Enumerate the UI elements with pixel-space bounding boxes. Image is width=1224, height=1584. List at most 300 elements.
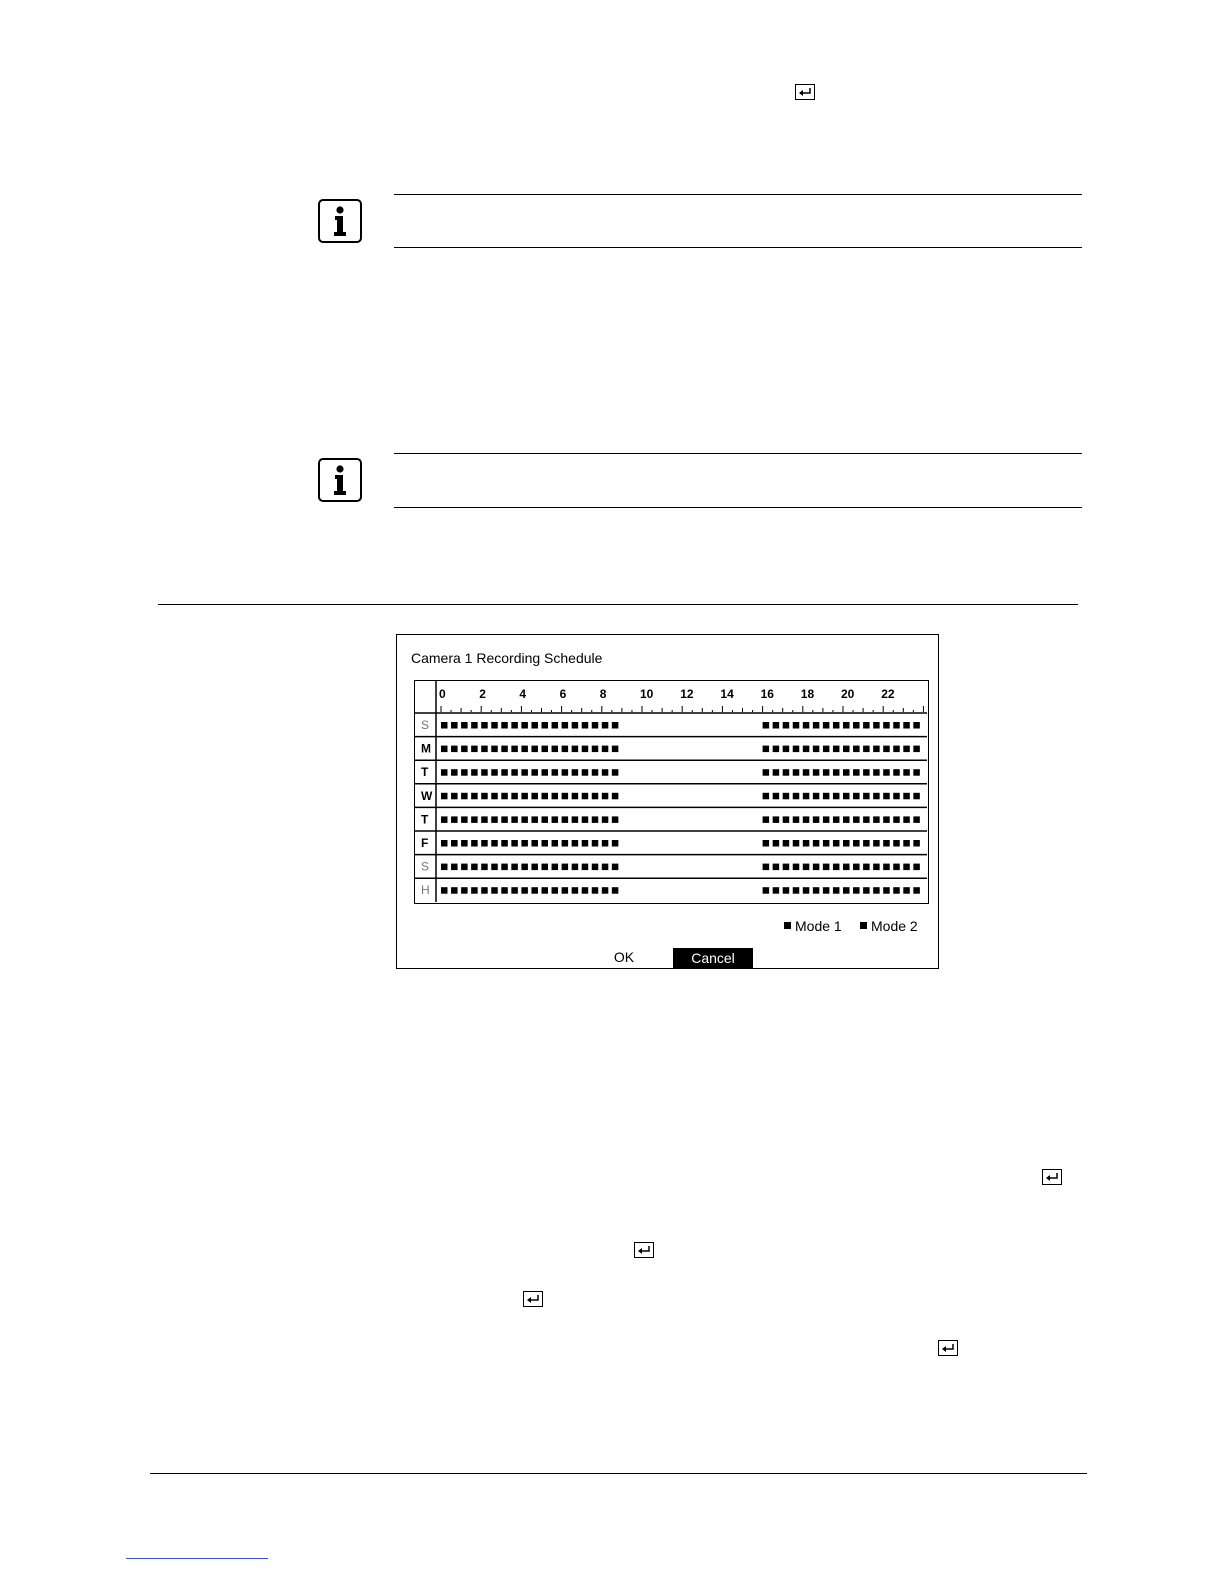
schedule-block[interactable] — [612, 864, 619, 871]
schedule-block[interactable] — [893, 746, 900, 753]
schedule-block[interactable] — [531, 769, 538, 776]
schedule-block[interactable] — [833, 840, 840, 847]
schedule-block[interactable] — [511, 864, 517, 871]
schedule-block[interactable] — [833, 816, 840, 823]
schedule-block[interactable] — [471, 793, 478, 800]
schedule-block[interactable] — [913, 769, 920, 776]
schedule-block[interactable] — [863, 793, 870, 800]
schedule-block[interactable] — [813, 793, 820, 800]
enter-key-icon — [523, 1291, 543, 1307]
schedule-block[interactable] — [903, 887, 910, 894]
legend-mode1-label: Mode 1 — [795, 918, 842, 934]
schedule-block[interactable] — [572, 816, 579, 823]
schedule-block[interactable] — [813, 887, 820, 894]
schedule-block[interactable] — [511, 816, 517, 823]
schedule-block[interactable] — [451, 722, 458, 729]
schedule-block[interactable] — [763, 746, 770, 753]
schedule-block[interactable] — [793, 864, 800, 871]
schedule-block[interactable] — [863, 769, 870, 776]
schedule-block[interactable] — [542, 887, 549, 894]
schedule-block[interactable] — [813, 746, 820, 753]
schedule-block[interactable] — [481, 746, 488, 753]
schedule-block[interactable] — [451, 887, 458, 894]
schedule-block[interactable] — [552, 746, 559, 753]
schedule-block[interactable] — [883, 793, 890, 800]
schedule-block[interactable] — [441, 887, 448, 894]
schedule-block[interactable] — [501, 840, 508, 847]
schedule-block[interactable] — [461, 887, 468, 894]
schedule-block[interactable] — [491, 840, 498, 847]
note-rule — [394, 247, 1082, 248]
schedule-block[interactable] — [552, 722, 559, 729]
schedule-block[interactable] — [883, 816, 890, 823]
schedule-block[interactable] — [491, 769, 498, 776]
note-rule — [394, 194, 1082, 195]
schedule-block[interactable] — [451, 746, 458, 753]
schedule-block[interactable] — [602, 769, 609, 776]
schedule-block[interactable] — [793, 722, 800, 729]
schedule-block[interactable] — [582, 746, 589, 753]
schedule-block[interactable] — [893, 840, 900, 847]
schedule-block[interactable] — [501, 864, 508, 871]
schedule-grid[interactable] — [414, 680, 929, 904]
day-label: T — [421, 765, 429, 780]
schedule-block[interactable] — [833, 722, 840, 729]
hour-label: 18 — [800, 687, 815, 701]
schedule-block[interactable] — [572, 769, 579, 776]
schedule-block[interactable] — [783, 722, 790, 729]
hour-label: 10 — [640, 687, 654, 701]
schedule-block[interactable] — [602, 793, 609, 800]
schedule-block[interactable] — [592, 793, 599, 800]
schedule-block[interactable] — [793, 769, 800, 776]
schedule-block[interactable] — [853, 769, 860, 776]
schedule-block[interactable] — [592, 746, 599, 753]
schedule-block[interactable] — [531, 746, 538, 753]
schedule-block[interactable] — [491, 746, 498, 753]
schedule-block[interactable] — [813, 769, 820, 776]
schedule-block[interactable] — [843, 793, 850, 800]
schedule-block[interactable] — [813, 722, 820, 729]
schedule-block[interactable] — [843, 722, 850, 729]
schedule-block[interactable] — [602, 722, 609, 729]
schedule-block[interactable] — [763, 793, 770, 800]
section-divider — [158, 604, 1078, 605]
schedule-block[interactable] — [863, 887, 870, 894]
schedule-block[interactable] — [501, 722, 508, 729]
schedule-block[interactable] — [793, 793, 800, 800]
schedule-block[interactable] — [481, 864, 488, 871]
schedule-block[interactable] — [612, 769, 619, 776]
schedule-block[interactable] — [562, 722, 569, 729]
schedule-block[interactable] — [823, 793, 830, 800]
schedule-block[interactable] — [783, 816, 790, 823]
schedule-block[interactable] — [803, 769, 810, 776]
schedule-block[interactable] — [813, 864, 820, 871]
schedule-block[interactable] — [521, 816, 528, 823]
schedule-block[interactable] — [552, 887, 559, 894]
schedule-block[interactable] — [853, 864, 860, 871]
schedule-block[interactable] — [572, 840, 579, 847]
schedule-block[interactable] — [511, 840, 517, 847]
hour-label: 22 — [881, 687, 895, 701]
schedule-block[interactable] — [783, 769, 790, 776]
schedule-block[interactable] — [521, 864, 528, 871]
schedule-block[interactable] — [763, 722, 770, 729]
schedule-block[interactable] — [883, 769, 890, 776]
schedule-block[interactable] — [903, 840, 910, 847]
schedule-block[interactable] — [602, 840, 609, 847]
schedule-grid-canvas[interactable] — [415, 681, 927, 902]
schedule-block[interactable] — [471, 746, 478, 753]
schedule-block[interactable] — [833, 793, 840, 800]
schedule-block[interactable] — [773, 840, 780, 847]
schedule-block[interactable] — [451, 769, 458, 776]
schedule-block[interactable] — [441, 864, 448, 871]
schedule-block[interactable] — [873, 816, 880, 823]
schedule-block[interactable] — [803, 722, 810, 729]
schedule-block[interactable] — [451, 840, 458, 847]
schedule-block[interactable] — [783, 864, 790, 871]
schedule-block[interactable] — [893, 864, 900, 871]
schedule-block[interactable] — [461, 864, 468, 871]
schedule-block[interactable] — [592, 864, 599, 871]
schedule-block[interactable] — [441, 769, 448, 776]
schedule-block[interactable] — [843, 864, 850, 871]
schedule-block[interactable] — [491, 816, 498, 823]
schedule-block[interactable] — [491, 887, 498, 894]
schedule-block[interactable] — [552, 793, 559, 800]
schedule-block[interactable] — [893, 722, 900, 729]
schedule-block[interactable] — [783, 746, 790, 753]
schedule-block[interactable] — [883, 746, 890, 753]
schedule-block[interactable] — [863, 840, 870, 847]
schedule-block[interactable] — [461, 769, 468, 776]
schedule-block[interactable] — [592, 769, 599, 776]
schedule-block[interactable] — [823, 887, 830, 894]
schedule-block[interactable] — [521, 887, 528, 894]
schedule-block[interactable] — [491, 722, 498, 729]
schedule-block[interactable] — [451, 793, 458, 800]
schedule-block[interactable] — [883, 887, 890, 894]
schedule-block[interactable] — [773, 816, 780, 823]
schedule-block[interactable] — [823, 816, 830, 823]
schedule-block[interactable] — [823, 864, 830, 871]
schedule-block[interactable] — [773, 722, 780, 729]
schedule-block[interactable] — [531, 816, 538, 823]
schedule-block[interactable] — [893, 793, 900, 800]
schedule-block[interactable] — [542, 746, 549, 753]
schedule-block[interactable] — [612, 840, 619, 847]
schedule-block[interactable] — [813, 840, 820, 847]
schedule-block[interactable] — [602, 864, 609, 871]
schedule-block[interactable] — [873, 769, 880, 776]
schedule-block[interactable] — [853, 746, 860, 753]
schedule-block[interactable] — [521, 746, 528, 753]
schedule-block[interactable] — [562, 816, 569, 823]
schedule-block[interactable] — [813, 816, 820, 823]
info-icon — [318, 199, 362, 243]
schedule-block[interactable] — [863, 746, 870, 753]
schedule-block[interactable] — [542, 864, 549, 871]
schedule-block[interactable] — [582, 840, 589, 847]
schedule-block[interactable] — [843, 746, 850, 753]
schedule-block[interactable] — [763, 769, 770, 776]
schedule-block[interactable] — [893, 816, 900, 823]
day-label: S — [421, 859, 430, 874]
schedule-block[interactable] — [833, 864, 840, 871]
schedule-block[interactable] — [562, 769, 569, 776]
schedule-block[interactable] — [511, 722, 517, 729]
schedule-block[interactable] — [863, 722, 870, 729]
schedule-block[interactable] — [461, 746, 468, 753]
day-label: S — [421, 718, 430, 732]
schedule-block[interactable] — [471, 887, 478, 894]
schedule-block[interactable] — [602, 746, 609, 753]
schedule-block[interactable] — [582, 864, 589, 871]
schedule-block[interactable] — [521, 793, 528, 800]
schedule-block[interactable] — [441, 816, 448, 823]
schedule-block[interactable] — [592, 840, 599, 847]
hour-label: 0 — [439, 687, 446, 701]
schedule-block[interactable] — [572, 746, 579, 753]
schedule-block[interactable] — [572, 864, 579, 871]
note-rule — [394, 507, 1082, 508]
schedule-block[interactable] — [542, 840, 549, 847]
schedule-block[interactable] — [783, 793, 790, 800]
schedule-block[interactable] — [552, 864, 559, 871]
schedule-block[interactable] — [612, 816, 619, 823]
schedule-block[interactable] — [773, 887, 780, 894]
schedule-block[interactable] — [481, 840, 488, 847]
schedule-block[interactable] — [552, 769, 559, 776]
schedule-block[interactable] — [853, 887, 860, 894]
schedule-block[interactable] — [531, 887, 538, 894]
schedule-block[interactable] — [602, 816, 609, 823]
schedule-block[interactable] — [853, 816, 860, 823]
schedule-block[interactable] — [893, 887, 900, 894]
schedule-block[interactable] — [572, 793, 579, 800]
schedule-block[interactable] — [823, 722, 830, 729]
schedule-block[interactable] — [491, 793, 498, 800]
schedule-block[interactable] — [783, 887, 790, 894]
schedule-block[interactable] — [903, 746, 910, 753]
schedule-block[interactable] — [471, 816, 478, 823]
schedule-block[interactable] — [883, 864, 890, 871]
schedule-block[interactable] — [773, 746, 780, 753]
schedule-block[interactable] — [481, 887, 488, 894]
schedule-block[interactable] — [803, 864, 810, 871]
schedule-block[interactable] — [531, 793, 538, 800]
schedule-block[interactable] — [773, 793, 780, 800]
schedule-block[interactable] — [873, 722, 880, 729]
schedule-block[interactable] — [542, 793, 549, 800]
schedule-block[interactable] — [612, 746, 619, 753]
schedule-block[interactable] — [511, 887, 517, 894]
day-label: H — [421, 883, 430, 898]
schedule-block[interactable] — [511, 793, 517, 800]
schedule-block[interactable] — [903, 793, 910, 800]
schedule-block[interactable] — [501, 746, 508, 753]
schedule-block[interactable] — [913, 793, 920, 800]
schedule-block[interactable] — [803, 887, 810, 894]
ok-button[interactable]: OK — [613, 949, 635, 965]
schedule-block[interactable] — [903, 816, 910, 823]
schedule-block[interactable] — [873, 840, 880, 847]
schedule-block[interactable] — [913, 722, 920, 729]
schedule-block[interactable] — [853, 722, 860, 729]
hour-label: 16 — [760, 687, 774, 701]
schedule-block[interactable] — [501, 887, 508, 894]
schedule-block[interactable] — [843, 769, 850, 776]
schedule-block[interactable] — [511, 746, 517, 753]
schedule-block[interactable] — [441, 793, 448, 800]
schedule-block[interactable] — [913, 887, 920, 894]
schedule-block[interactable] — [521, 769, 528, 776]
schedule-block[interactable] — [793, 746, 800, 753]
hour-label: 4 — [519, 687, 527, 701]
schedule-block[interactable] — [893, 769, 900, 776]
schedule-block[interactable] — [481, 816, 488, 823]
schedule-block[interactable] — [461, 722, 468, 729]
schedule-block[interactable] — [552, 840, 559, 847]
enter-key-icon — [1042, 1169, 1062, 1185]
schedule-block[interactable] — [853, 840, 860, 847]
schedule-block[interactable] — [441, 722, 448, 729]
schedule-block[interactable] — [903, 864, 910, 871]
schedule-block[interactable] — [763, 864, 770, 871]
schedule-block[interactable] — [582, 816, 589, 823]
schedule-block[interactable] — [913, 816, 920, 823]
schedule-block[interactable] — [903, 722, 910, 729]
schedule-block[interactable] — [521, 722, 528, 729]
schedule-block[interactable] — [612, 722, 619, 729]
schedule-block[interactable] — [863, 816, 870, 823]
schedule-block[interactable] — [853, 793, 860, 800]
schedule-block[interactable] — [501, 816, 508, 823]
schedule-block[interactable] — [461, 840, 468, 847]
schedule-block[interactable] — [441, 840, 448, 847]
schedule-block[interactable] — [843, 887, 850, 894]
schedule-block[interactable] — [863, 864, 870, 871]
schedule-block[interactable] — [833, 887, 840, 894]
schedule-block[interactable] — [542, 722, 549, 729]
schedule-block[interactable] — [773, 769, 780, 776]
schedule-block[interactable] — [793, 816, 800, 823]
schedule-block[interactable] — [592, 816, 599, 823]
schedule-block[interactable] — [823, 746, 830, 753]
hour-label: 14 — [720, 687, 734, 701]
hour-label: 20 — [841, 687, 855, 701]
schedule-block[interactable] — [471, 840, 478, 847]
schedule-block[interactable] — [441, 746, 448, 753]
schedule-block[interactable] — [562, 840, 569, 847]
schedule-block[interactable] — [592, 887, 599, 894]
schedule-block[interactable] — [913, 864, 920, 871]
schedule-block[interactable] — [793, 887, 800, 894]
schedule-block[interactable] — [531, 722, 538, 729]
schedule-block[interactable] — [763, 840, 770, 847]
schedule-block[interactable] — [481, 722, 488, 729]
schedule-block[interactable] — [823, 840, 830, 847]
schedule-block[interactable] — [451, 816, 458, 823]
schedule-block[interactable] — [883, 840, 890, 847]
schedule-block[interactable] — [562, 746, 569, 753]
schedule-block[interactable] — [471, 722, 478, 729]
schedule-block[interactable] — [461, 793, 468, 800]
schedule-block[interactable] — [471, 769, 478, 776]
schedule-block[interactable] — [763, 887, 770, 894]
schedule-block[interactable] — [481, 769, 488, 776]
schedule-block[interactable] — [823, 769, 830, 776]
schedule-block[interactable] — [501, 769, 508, 776]
schedule-block[interactable] — [883, 722, 890, 729]
schedule-block[interactable] — [562, 793, 569, 800]
schedule-block[interactable] — [873, 887, 880, 894]
schedule-block[interactable] — [873, 793, 880, 800]
schedule-block[interactable] — [773, 864, 780, 871]
schedule-block[interactable] — [843, 840, 850, 847]
note-rule — [394, 453, 1082, 454]
schedule-block[interactable] — [803, 793, 810, 800]
schedule-block[interactable] — [612, 793, 619, 800]
schedule-block[interactable] — [562, 864, 569, 871]
schedule-block[interactable] — [913, 746, 920, 753]
schedule-block[interactable] — [501, 793, 508, 800]
schedule-block[interactable] — [521, 840, 528, 847]
schedule-block[interactable] — [542, 816, 549, 823]
schedule-block[interactable] — [531, 864, 538, 871]
schedule-block[interactable] — [793, 840, 800, 847]
schedule-block[interactable] — [582, 793, 589, 800]
schedule-block[interactable] — [572, 722, 579, 729]
schedule-block[interactable] — [803, 816, 810, 823]
schedule-block[interactable] — [903, 769, 910, 776]
schedule-block[interactable] — [451, 864, 458, 871]
mode2-swatch — [860, 922, 867, 929]
schedule-block[interactable] — [562, 887, 569, 894]
schedule-block[interactable] — [803, 746, 810, 753]
schedule-block[interactable] — [913, 840, 920, 847]
schedule-block[interactable] — [481, 793, 488, 800]
schedule-block[interactable] — [843, 816, 850, 823]
schedule-block[interactable] — [542, 769, 549, 776]
schedule-block[interactable] — [592, 722, 599, 729]
schedule-block[interactable] — [833, 769, 840, 776]
schedule-block[interactable] — [873, 746, 880, 753]
day-label: T — [421, 812, 429, 827]
schedule-block[interactable] — [491, 864, 498, 871]
schedule-block[interactable] — [552, 816, 559, 823]
schedule-block[interactable] — [873, 864, 880, 871]
schedule-block[interactable] — [531, 840, 538, 847]
schedule-block[interactable] — [582, 722, 589, 729]
schedule-block[interactable] — [511, 769, 517, 776]
schedule-block[interactable] — [783, 840, 790, 847]
schedule-block[interactable] — [602, 887, 609, 894]
schedule-block[interactable] — [582, 887, 589, 894]
schedule-block[interactable] — [461, 816, 468, 823]
schedule-block[interactable] — [572, 887, 579, 894]
schedule-block[interactable] — [803, 840, 810, 847]
schedule-block[interactable] — [612, 887, 619, 894]
schedule-block[interactable] — [471, 864, 478, 871]
cancel-button[interactable]: Cancel — [673, 948, 753, 968]
schedule-block[interactable] — [763, 816, 770, 823]
schedule-block[interactable] — [582, 769, 589, 776]
schedule-block[interactable] — [833, 746, 840, 753]
day-label: M — [421, 741, 431, 756]
